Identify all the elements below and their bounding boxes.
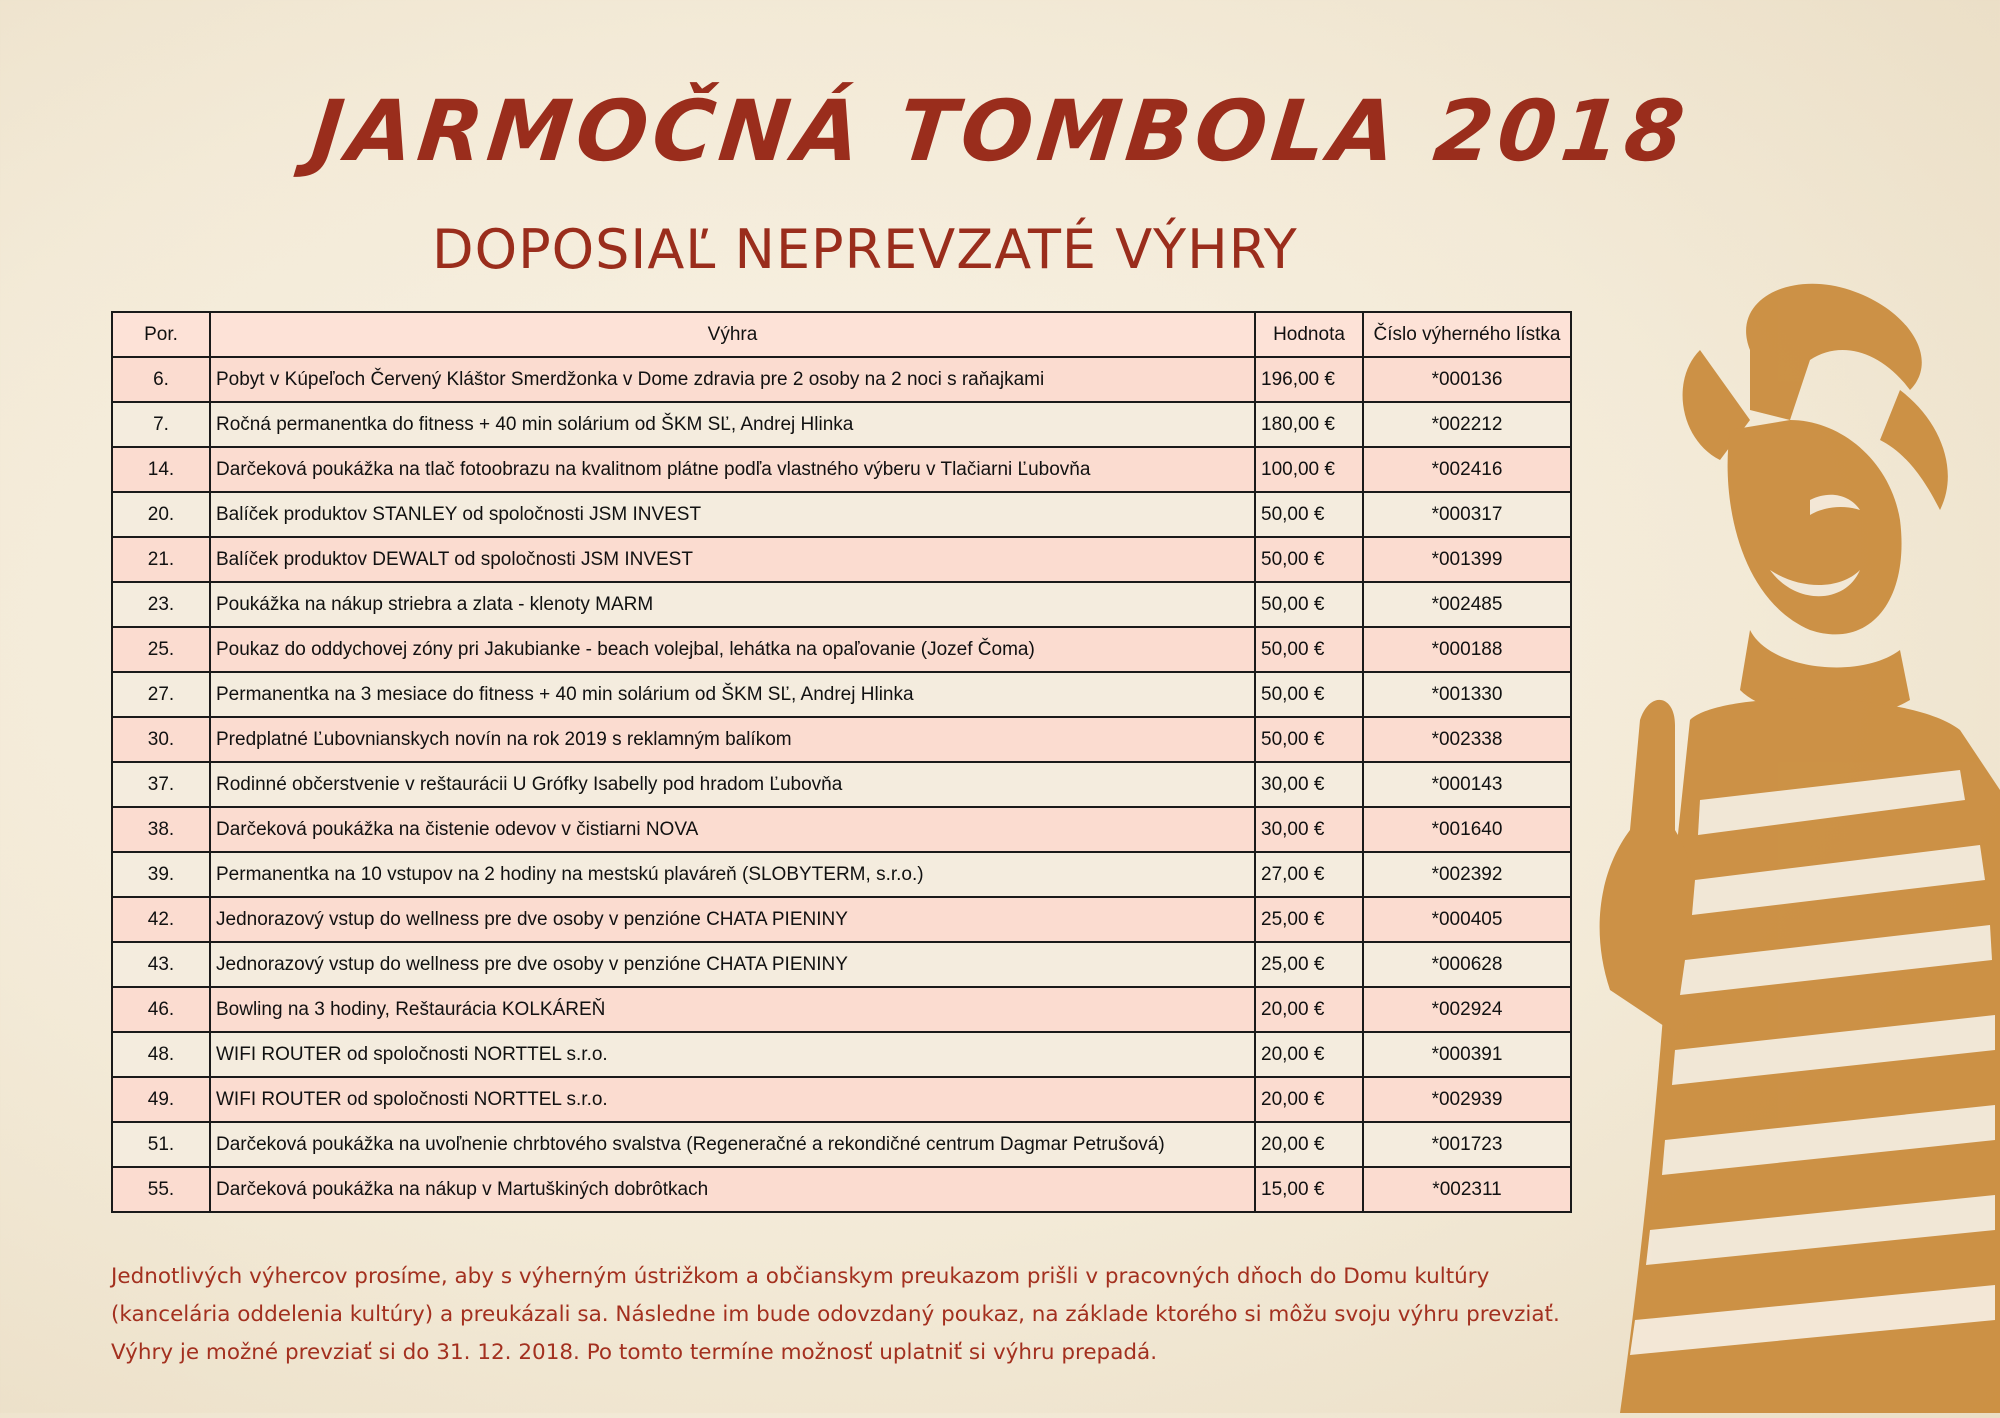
cell-prize: WIFI ROUTER od spoločnosti NORTTEL s.r.o. [210,1032,1255,1077]
jester-illustration [1580,270,2000,1413]
cell-por: 55. [112,1167,210,1212]
cell-value: 25,00 € [1255,897,1363,942]
table-row [112,447,1571,492]
cell-ticket: *002338 [1363,717,1571,762]
cell-ticket: *001723 [1363,1122,1571,1167]
cell-prize: Darčeková poukážka na nákup v Martuškiných dobrôtkach [210,1167,1255,1212]
cell-ticket: *000405 [1363,897,1571,942]
table-row [112,942,1571,987]
table-row [112,1167,1571,1212]
jester-figure-icon [1580,270,2000,1413]
cell-value: 30,00 € [1255,807,1363,852]
cell-por: 7. [112,402,210,447]
cell-value: 50,00 € [1255,717,1363,762]
cell-prize: Poukážka na nákup striebra a zlata - klenoty MARM [210,582,1255,627]
cell-ticket: *002939 [1363,1077,1571,1122]
cell-prize: Balíček produktov STANLEY od spoločnosti JSM INVEST [210,492,1255,537]
cell-ticket: *002924 [1363,987,1571,1032]
cell-por: 6. [112,357,210,402]
cell-value: 30,00 € [1255,762,1363,807]
cell-ticket: *002311 [1363,1167,1571,1212]
cell-ticket: *001399 [1363,537,1571,582]
cell-value: 25,00 € [1255,942,1363,987]
table-row [112,897,1571,942]
table-row [112,492,1571,537]
cell-prize: Ročná permanentka do fitness + 40 min solárium od ŠKM SĽ, Andrej Hlinka [210,402,1255,447]
cell-prize: Darčeková poukážka na uvoľnenie chrbtového svalstva (Regeneračné a rekondičné centrum Dagmar Petrušová) [210,1122,1255,1167]
table-row [112,672,1571,717]
table-row [112,762,1571,807]
page-title: JARMOČNÁ TOMBOLA 2018 [306,82,1694,180]
cell-ticket: *002485 [1363,582,1571,627]
cell-por: 46. [112,987,210,1032]
cell-value: 15,00 € [1255,1167,1363,1212]
cell-value: 20,00 € [1255,1077,1363,1122]
cell-ticket: *000628 [1363,942,1571,987]
table-row [112,987,1571,1032]
cell-por: 48. [112,1032,210,1077]
cell-ticket: *002416 [1363,447,1571,492]
cell-ticket: *000188 [1363,627,1571,672]
cell-por: 25. [112,627,210,672]
cell-prize: Poukaz do oddychovej zóny pri Jakubianke - beach volejbal, lehátka na opaľovanie (Jozef Čoma) [210,627,1255,672]
table-row [112,537,1571,582]
cell-value: 27,00 € [1255,852,1363,897]
cell-ticket: *000143 [1363,762,1571,807]
table-row [112,1122,1571,1167]
table-row [112,402,1571,447]
cell-value: 50,00 € [1255,537,1363,582]
table-row [112,627,1571,672]
note-line-1: Jednotlivých výhercov prosíme, aby s výherným ústrižkom a občianskym preukazom prišli v pracovných dňoch do Domu kultúry [111,1264,1490,1289]
header-prize: Výhra [210,312,1255,357]
cell-prize: Permanentka na 3 mesiace do fitness + 40 min solárium od ŠKM SĽ, Andrej Hlinka [210,672,1255,717]
cell-por: 14. [112,447,210,492]
cell-por: 30. [112,717,210,762]
cell-prize: Jednorazový vstup do wellness pre dve osoby v penzióne CHATA PIENINY [210,897,1255,942]
cell-ticket: *000136 [1363,357,1571,402]
cell-value: 100,00 € [1255,447,1363,492]
cell-prize: Bowling na 3 hodiny, Reštaurácia KOLKÁREŇ [210,987,1255,1032]
table-row [112,357,1571,402]
cell-prize: Darčeková poukážka na tlač fotoobrazu na kvalitnom plátne podľa vlastného výberu v Tlačiarni Ľubovňa [210,447,1255,492]
cell-value: 20,00 € [1255,1122,1363,1167]
cell-por: 38. [112,807,210,852]
cell-prize: Pobyt v Kúpeľoch Červený Kláštor Smerdžonka v Dome zdravia pre 2 osoby na 2 noci s raňajkami [210,357,1255,402]
table-header-row [112,312,1571,357]
cell-por: 23. [112,582,210,627]
header-value: Hodnota [1255,312,1363,357]
cell-prize: WIFI ROUTER od spoločnosti NORTTEL s.r.o. [210,1077,1255,1122]
cell-value: 180,00 € [1255,402,1363,447]
header-por: Por. [112,312,210,357]
cell-por: 43. [112,942,210,987]
cell-por: 42. [112,897,210,942]
cell-value: 196,00 € [1255,357,1363,402]
cell-ticket: *001330 [1363,672,1571,717]
cell-por: 49. [112,1077,210,1122]
cell-por: 39. [112,852,210,897]
cell-por: 21. [112,537,210,582]
cell-prize: Jednorazový vstup do wellness pre dve osoby v penzióne CHATA PIENINY [210,942,1255,987]
cell-prize: Permanentka na 10 vstupov na 2 hodiny na mestskú plaváreň (SLOBYTERM, s.r.o.) [210,852,1255,897]
cell-por: 51. [112,1122,210,1167]
table-row [112,1077,1571,1122]
instructions-note [111,1258,1601,1372]
table-row [112,582,1571,627]
unclaimed-prizes-table [111,311,1572,1213]
cell-ticket: *000317 [1363,492,1571,537]
cell-value: 50,00 € [1255,582,1363,627]
cell-prize: Darčeková poukážka na čistenie odevov v čistiarni NOVA [210,807,1255,852]
header-ticket: Číslo výherného lístka [1363,312,1571,357]
cell-por: 27. [112,672,210,717]
table-row [112,1032,1571,1077]
cell-value: 50,00 € [1255,627,1363,672]
cell-prize: Balíček produktov DEWALT od spoločnosti JSM INVEST [210,537,1255,582]
table-row [112,852,1571,897]
cell-ticket: *001640 [1363,807,1571,852]
cell-value: 50,00 € [1255,492,1363,537]
cell-por: 20. [112,492,210,537]
cell-ticket: *000391 [1363,1032,1571,1077]
cell-prize: Rodinné občerstvenie v reštaurácii U Grófky Isabelly pod hradom Ľubovňa [210,762,1255,807]
cell-prize: Predplatné Ľubovnianskych novín na rok 2019 s reklamným balíkom [210,717,1255,762]
table-row [112,807,1571,852]
page-subtitle: DOPOSIAĽ NEPREVZATÉ VÝHRY [432,218,1298,281]
table-row [112,717,1571,762]
cell-value: 20,00 € [1255,1032,1363,1077]
cell-por: 37. [112,762,210,807]
cell-ticket: *002212 [1363,402,1571,447]
cell-ticket: *002392 [1363,852,1571,897]
cell-value: 50,00 € [1255,672,1363,717]
note-line-2: (kancelária oddelenia kultúry) a preukázali sa. Následne im bude odovzdaný poukaz, na základe ktorého si môžu svoju výhru prevziať. [111,1302,1560,1327]
note-line-3: Výhry je možné prevziať si do 31. 12. 2018. Po tomto termíne možnosť uplatniť si výhru prepadá. [111,1340,1158,1365]
cell-value: 20,00 € [1255,987,1363,1032]
